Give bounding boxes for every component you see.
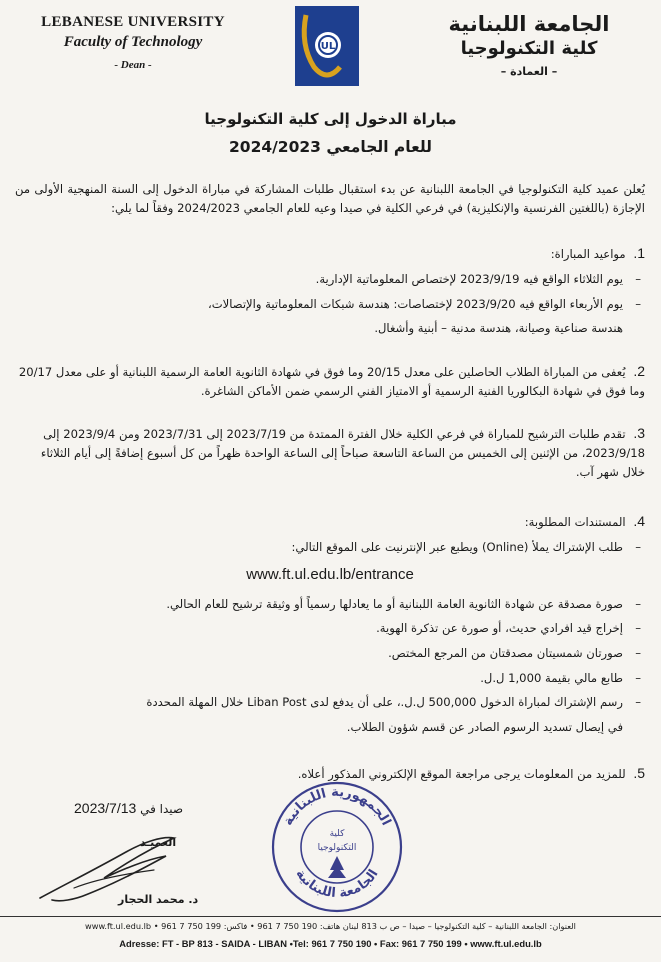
office-name-ar: – العمادة – [500,65,558,78]
document-item-fee-continued: في إيصال تسديد الرسوم الصادر عن قسم شؤون الطلاب. [346,719,623,734]
document-item-fiscal-stamp: – طابع مالي بقيمة 1,000 ل.ل. [15,669,645,688]
university-name-en: LEBANESE UNIVERSITY [41,14,225,30]
section-4 [15,510,645,736]
university-logo [294,5,360,87]
section-5-number: 5. [633,765,645,781]
section-1-number: 1. [633,245,645,261]
arabic-letterhead [419,12,639,78]
signer-name: د. محمد الحجار [118,893,199,906]
signature-underline [74,870,154,888]
stamp-outer-bottom-text: الجامعة اللبنانية [292,866,382,902]
place-label: صيدا في [140,802,184,816]
section-4-title: المستندات المطلوبة: [524,515,626,529]
section-2-number: 2. [633,363,645,379]
section-3 [15,422,645,481]
logo-text: UL [320,41,336,52]
section-4-number: 4. [633,513,645,529]
document-item-photos: – صورتان شمسيتان مصدقتان من المرجع المختص. [15,644,645,663]
section-1-item-2: – يوم الأربعاء الواقع فيه 2023/9/20 لإختصاصات: هندسة شبكات المعلوماتية والإتصالات، [15,295,645,314]
university-name-ar: الجامعة اللبنانية [448,12,610,36]
official-stamp [268,778,406,916]
footer-address-ar: العنوان: الجامعة اللبنانية – كلية التكنولوجيا – صيدا – ص ب 813 لبنان هاتف: 190 750 7 961 • فاكس: 199 750 7 961 • www.ft.ul.edu.lb [85,921,576,931]
intro-paragraph: يُعلن عميد كلية التكنولوجيا في الجامعة اللبنانية عن بدء استقبال طلبات المشاركة في مباراة الدخول إلى السنة المنهجية الأولى من الإجازة (باللغتين الفرنسية والإنكليزية) في فرعي الكلية في صيدا وعيه للعام الجامعي 2024/2023 وفقاً لما يلي: [15,182,645,215]
signature-stroke [40,836,177,901]
section-1-title: مواعيد المباراة: [550,247,626,261]
section-1-heading [15,242,645,264]
section-2-text: يُعفى من المباراة الطلاب الحاصلين على معدل 20/15 وما فوق في شهادة الثانوية العامة الرسمية اللبنانية أو على معدل 20/17 وما فوق في شهادة البكالوريا الفنية الرسمية أو الامتياز الفني الرسمي ضمن الأماكن الشاغرة. [18,365,645,399]
document-item-civil-record: – إخراج قيد افرادي حديث، أو صورة عن تذكرة الهوية. [15,619,645,638]
english-letterhead [18,14,248,71]
stamp-center-line-1: كلية [329,829,345,839]
stamp-center-line-2: التكنولوجيا [317,843,357,853]
cedar-icon [328,856,346,878]
office-name-en: - Dean - [114,59,152,71]
stamp-outer-top-text: الجمهورية اللبنانية [280,784,394,829]
section-5-text: للمزيد من المعلومات يرجى مراجعة الموقع الإلكتروني المذكور أعلاه. [297,767,626,781]
place-and-date [74,800,183,816]
faculty-name-ar: كلية التكنولوجيا [460,38,598,59]
section-3-number: 3. [633,425,645,441]
document-item-application-form: – طلب الإشتراك يملأ (Online) ويطبع عبر الإنترنيت على الموقع التالي: [15,538,645,557]
footer [0,916,661,949]
document-title: مباراة الدخول إلى كلية التكنولوجيا [204,110,457,128]
entrance-url: www.ft.ul.edu.lb/entrance [246,565,414,583]
section-1-item-1: – يوم الثلاثاء الواقع فيه 2023/9/19 لإختصاص المعلوماتية الإدارية. [15,270,645,289]
section-4-heading [15,510,645,532]
document-subtitle: للعام الجامعي 2024/2023 [229,138,432,156]
section-3-text: تقدم طلبات الترشيح للمباراة في فرعي الكلية خلال الفترة الممتدة من 2023/7/19 إلى 2023/7/31 ومن 2023/9/4 إلى 2023/9/18، من الإثنين إلى الخميس من الساعة التاسعة صباحاً إلى الساعة الواحدة ظهراً من كل أسبوع إضافةً إلى أيام الثلاثاء خلال شهر آب. [40,427,645,479]
document-item-certificate: – صورة مصدقة عن شهادة الثانوية العامة اللبنانية أو ما يعادلها رسمياً أو وثيقة ترشيح للعام الحالي. [15,595,645,614]
signer-role: العميـد [140,836,177,849]
footer-address-en: Adresse: FT - BP 813 - SAIDA - LIBAN •Tel: 961 7 750 190 • Fax: 961 7 750 199 • www.ft.ul.edu.lb [119,938,542,949]
section-1 [15,242,645,338]
section-1-item-2-continued: هندسة صناعية وصيانة، هندسة مدنية – أبنية وأشغال. [374,321,623,336]
document-item-fee: – رسم الإشتراك لمباراة الدخول 500,000 ل.ل.، على أن يدفع لدى Liban Post خلال المهلة المحددة [15,693,645,712]
section-2 [15,360,645,401]
issue-date: 2023/7/13 [74,800,137,816]
faculty-name-en: Faculty of Technology [63,34,203,50]
